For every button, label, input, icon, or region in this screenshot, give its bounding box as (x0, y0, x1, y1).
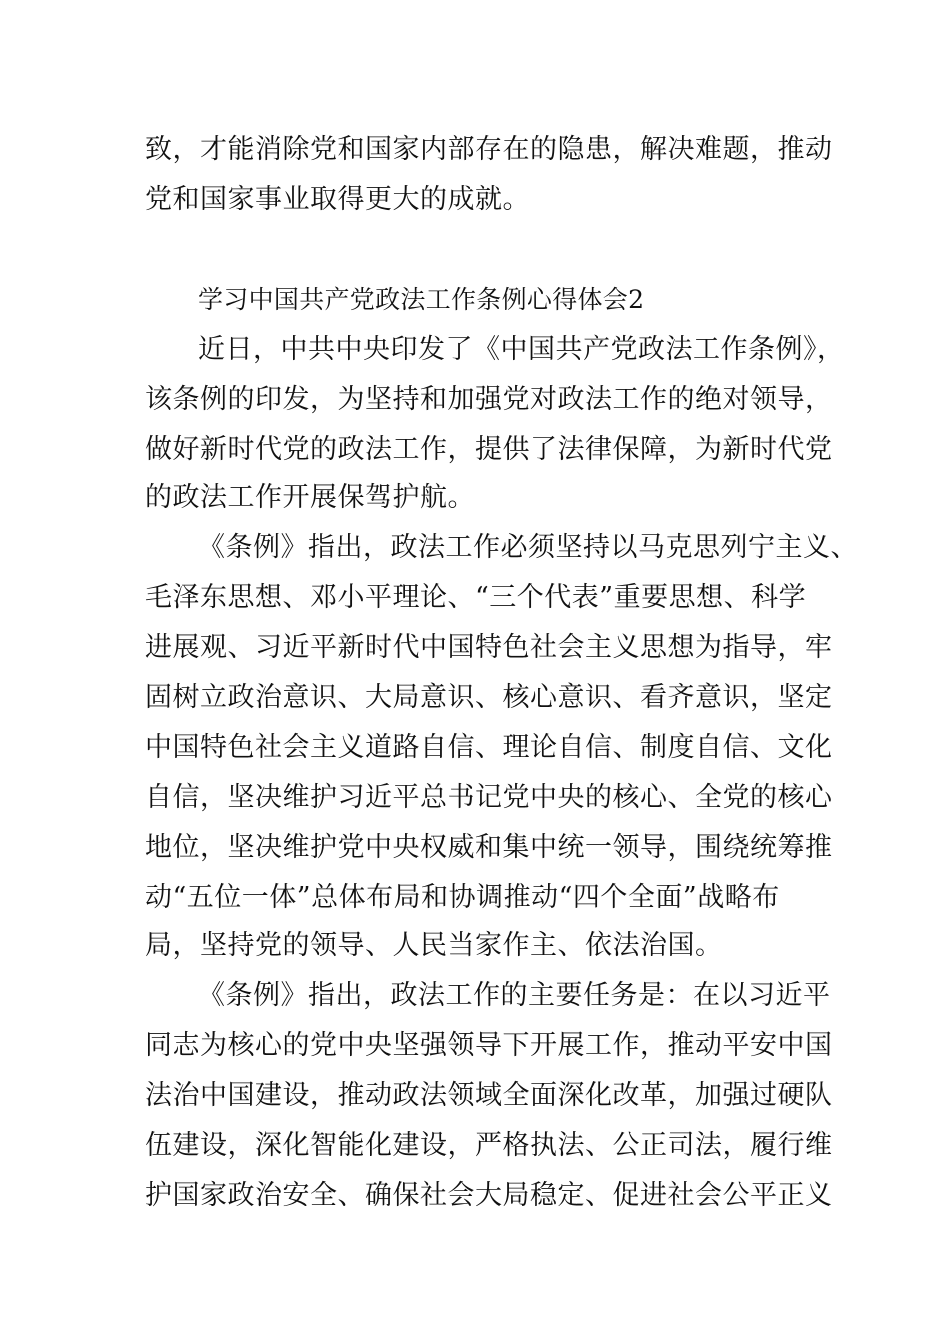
text-line: 的政法工作开展保驾护航。 (145, 482, 475, 513)
text-line: 致，才能消除党和国家内部存在的隐患，解决难题，推动 (145, 134, 833, 165)
text-line: 自信，坚决维护习近平总书记党中央的核心、全党的核心 (145, 782, 833, 813)
text-line: 《条例》指出，政法工作必须坚持以马克思列宁主义、 (198, 532, 858, 563)
text-line: 法治中国建设，推动政法领域全面深化改革，加强过硬队 (145, 1080, 833, 1111)
text-line: 伍建设，深化智能化建设，严格执法、公正司法，履行维 (145, 1130, 833, 1161)
text-line: 做好新时代党的政法工作，提供了法律保障，为新时代党 (145, 434, 833, 465)
text-line: 同志为核心的党中央坚强领导下开展工作，推动平安中国 (145, 1030, 833, 1061)
text-line: 固树立政治意识、大局意识、核心意识、看齐意识，坚定 (145, 682, 833, 713)
text-line: 毛泽东思想、邓小平理论、“三个代表”重要思想、科学 (145, 582, 807, 613)
text-line: 局，坚持党的领导、人民当家作主、依法治国。 (145, 930, 723, 961)
text-line: 党和国家事业取得更大的成就。 (145, 184, 530, 215)
text-line: 中国特色社会主义道路自信、理论自信、制度自信、文化 (145, 732, 833, 763)
section-title: 学习中国共产党政法工作条例心得体会2 (198, 285, 645, 314)
text-line: 护国家政治安全、确保社会大局稳定、促进社会公平正义 (145, 1180, 833, 1211)
text-line: 地位，坚决维护党中央权威和集中统一领导，围绕统筹推 (145, 832, 833, 863)
text-line: 该条例的印发，为坚持和加强党对政法工作的绝对领导， (145, 384, 833, 415)
text-line: 近日，中共中央印发了《中国共产党政法工作条例》， (198, 334, 845, 365)
text-line: 《条例》指出，政法工作的主要任务是：在以习近平 (198, 980, 831, 1011)
text-line: 进展观、习近平新时代中国特色社会主义思想为指导，牢 (145, 632, 833, 663)
text-line: 动“五位一体”总体布局和协调推动“四个全面”战略布 (145, 882, 780, 913)
